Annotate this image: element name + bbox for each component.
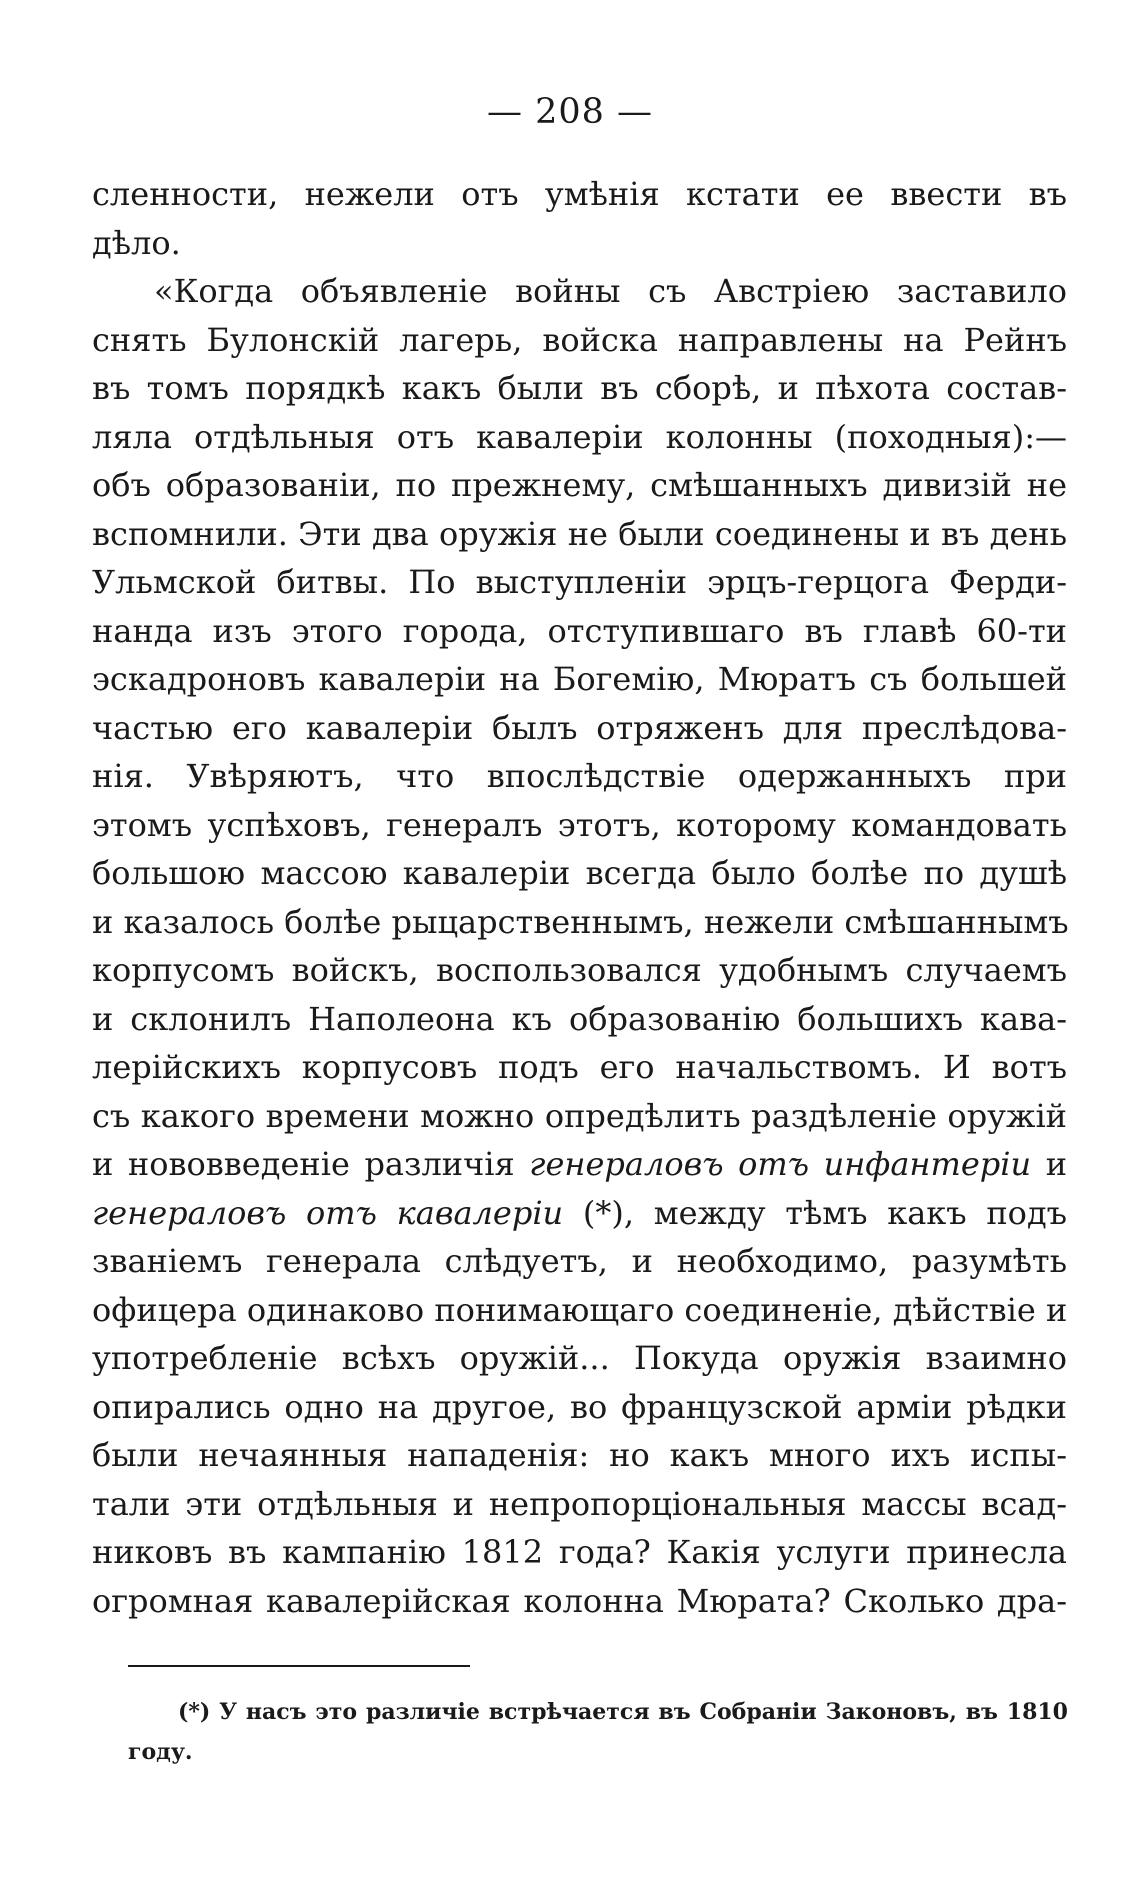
text-line: лерійскихъ корпусовъ подъ его начальствомъ. И вотъ [92,1048,1067,1086]
text-line: корпусомъ войскъ, воспользовался удобнымъ случаемъ [92,951,1067,989]
text-line: вспомнили. Эти два оружія не были соединены и въ день [92,514,1067,553]
text-line: «Когда объявленіе войны съ Австріею заставило [154,272,1067,310]
text-run: (*), между тѣмъ какъ подъ [563,1193,1068,1232]
text-line-italic-mixed [92,1140,1067,1189]
text-line: и склонилъ Наполеона къ образованію большихъ кава- [92,999,1067,1038]
text-line: съ какого времени можно опредѣлить раздѣленіе оружій [92,1096,1067,1135]
text-line: употребленіе всѣхъ оружій... Покуда оружія взаимно [92,1339,1067,1377]
text-line: нанда изъ этого города, отступившаго въ главѣ 60-ти [92,611,1067,650]
text-line: тали эти отдѣльныя и непропорціональныя массы всад- [92,1484,1067,1523]
footnote-divider [128,1665,470,1667]
text-line: эскадроновъ кавалеріи на Богемію, Мюратъ съ большей [92,660,1067,698]
text-line: ляла отдѣльныя отъ кавалеріи колонны (походныя):— [92,417,1067,456]
text-line: сленности, нежели отъ умѣнія кстати ее ввести въ [92,175,1067,213]
page-number: — 208 — [486,92,654,132]
text-line: Ульмской битвы. По выступленіи эрцъ-герцога Ферди- [92,563,1067,601]
text-line: большою массою кавалеріи всегда было болѣе по душѣ [92,854,1067,892]
text-run: и нововведеніе различія [92,1145,530,1183]
text-line: снять Булонскій лагерь, войска направлены на Рейнъ [92,320,1067,359]
text-line: въ томъ порядкѣ какъ были въ сборѣ, и пѣхота состав- [92,369,1067,407]
text-line-italic-mixed [92,1189,1067,1238]
text-line: объ образованіи, по прежнему, смѣшанныхъ дивизій не [92,466,1067,504]
italic-term: генераловъ отъ кавалеріи [92,1193,564,1232]
text-line: нія. Увѣряютъ, что впослѣдствіе одержанныхъ при [92,757,1067,795]
text-line: огромная кавалерійская колонна Мюрата? Сколько дра- [92,1581,1067,1620]
text-run: и [1031,1145,1068,1183]
text-line: никовъ въ кампанію 1812 года? Какія услуги принесла [92,1533,1067,1571]
text-line: званіемъ генерала слѣдуетъ, и необходимо, разумѣть [92,1242,1067,1280]
text-line: дѣло. [92,223,181,262]
body-text [92,170,1067,1625]
italic-term: генераловъ отъ инфантеріи [529,1145,1032,1183]
text-line: были нечаянныя нападенія: но какъ много ихъ испы- [92,1436,1067,1474]
text-line: опирались одно на другое, во французской арміи рѣдки [92,1387,1067,1426]
footnote-line: году. [128,1739,193,1765]
footnote-line: (*) У насъ это различіе встрѣчается въ Собраніи Законовъ, въ 1810 [178,1699,1068,1725]
footnote [128,1692,1068,1772]
text-line: этомъ успѣховъ, генералъ этотъ, которому командовать [92,805,1067,844]
text-line: и казалось болѣе рыцарственнымъ, нежели смѣшаннымъ [92,902,1069,941]
text-line: частью его кавалеріи былъ отряженъ для преслѣдова- [92,708,1067,747]
text-line: офицера одинаково понимающаго соединеніе, дѣйствіе и [92,1290,1068,1329]
